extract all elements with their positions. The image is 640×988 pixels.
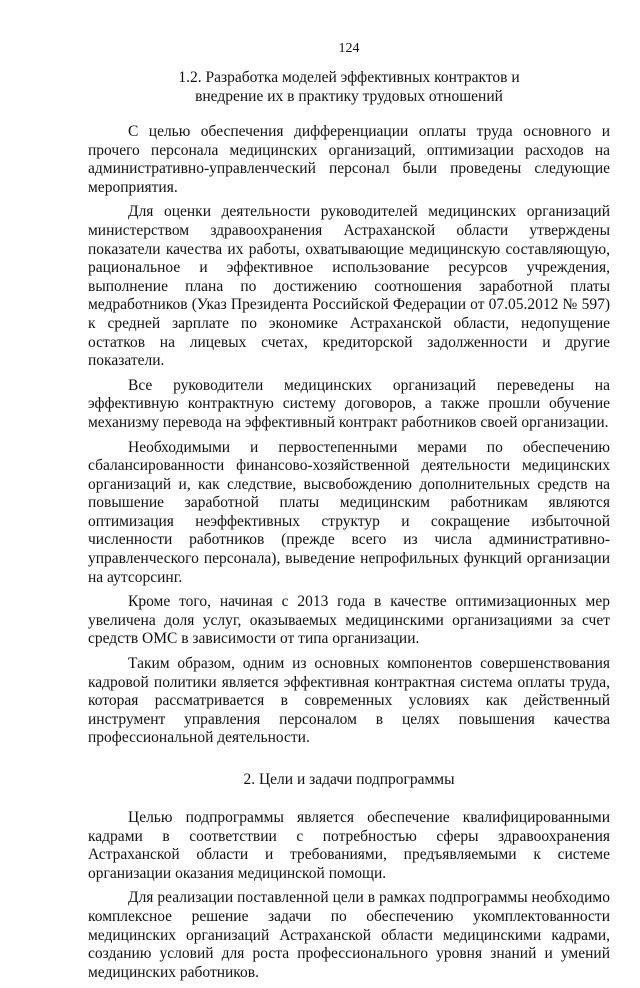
page-number: 124: [338, 41, 360, 56]
section-1-body: [88, 123, 610, 748]
section-1-title-line-2: внедрение их в практику трудовых отношений: [195, 88, 503, 105]
section-2-heading: 2. Цели и задачи подпрограммы: [243, 771, 455, 788]
section-1-paragraph-3: Все руководители медицинских организаций переведены на эффективную контрактную систему договоров, а также прошли обучение механизму перевода на эффективный контракт работников своей организации.: [88, 376, 610, 431]
section-1-paragraph-6: Таким образом, одним из основных компонентов совершенствования кадровой политики является эффективная контрактная система оплаты труда, которая рассматривается в современных условиях как действенный инструмент управления персоналом в целях повышения качества профессиональной деятельности.: [88, 655, 610, 747]
section-1-paragraph-2: Для оценки деятельности руководителей медицинских организаций министерством здравоохранения Астраханской области утверждены показатели качества их работы, охватывающие медицинскую составляющую, рациональное и эффективное использование ресурсов учреждения, выполнение плана по достижению соотношения заработной платы медработников (Указ Президента Российской Федерации от 07.05.2012 № 597) к средней зарплате по экономике Астраханской области, недопущение остатков на лицевых счетах, кредиторской задолженности и другие показатели.: [88, 203, 610, 370]
section-1-paragraph-1: С целью обеспечения дифференциации оплаты труда основного и прочего персонала медицинских организаций, оптимизации расходов на административно-управленческий персонал были проведены следующие мероприятия.: [88, 123, 610, 196]
section-2-paragraph-1: Целью подпрограммы является обеспечение квалифицированными кадрами в соответствии с потребностью сферы здравоохранения Астраханской области и требованиями, предъявляемыми к системе организации оказания медицинской помощи.: [88, 809, 610, 882]
section-1-paragraph-5: Кроме того, начиная с 2013 года в качестве оптимизационных мер увеличена доля услуг, оказываемых медицинскими организациями за счет средств ОМС в зависимости от типа организации.: [88, 593, 610, 648]
section-2-body: [88, 809, 610, 982]
section-1-paragraph-4: Необходимыми и первостепенными мерами по обеспечению сбалансированности финансово-хозяйственной деятельности медицинских организаций и, как следствие, высвобождению дополнительных средств на повышение заработной платы медицинским работникам являются оптимизация неэффективных структур и сокращение избыточной численности работников (прежде всего из числа административно-управленческого персонала), выведение непрофильных функций организации на аутсорсинг.: [88, 438, 610, 586]
section-1-title-line-1: 1.2. Разработка моделей эффективных контрактов и: [178, 69, 520, 86]
section-2-paragraph-2: Для реализации поставленной цели в рамках подпрограммы необходимо комплексное решение задачи по обеспечению укомплектованности медицинских организаций Астраханской области медицинскими кадрами, созданию условий для роста профессионального уровня знаний и умений медицинских работников.: [88, 889, 610, 981]
section-1-heading: [88, 68, 610, 106]
document-page: [88, 40, 610, 988]
